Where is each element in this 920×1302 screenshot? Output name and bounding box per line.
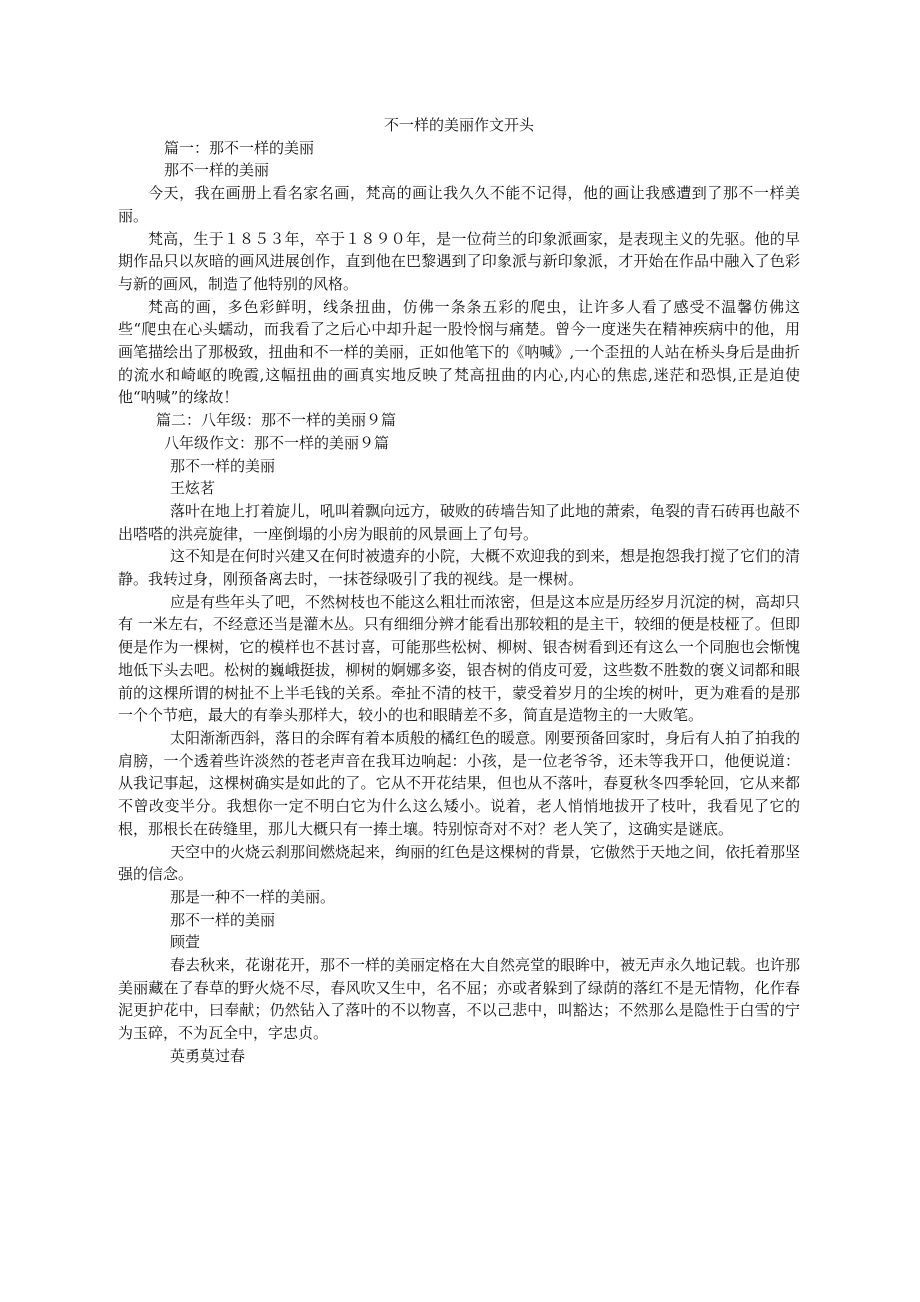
essay2-title: 那不一样的美丽 — [170, 910, 276, 929]
section1-paragraph-1: 今天，我在画册上看名家名画，梵高的画让我久久不能不记得，他的画让我感遭到了那不一样美丽。 — [118, 184, 800, 225]
essay1-paragraph-6: 那是一种不一样的美丽。 — [170, 887, 336, 906]
document-title: 不一样的美丽作文开头 — [383, 116, 534, 134]
essay1-paragraph-3: 应是有些年头了吧，不然树枝也不能这么粗壮而浓密，但是这本应是历经岁月沉淀的树，高却只有 一米左右，不经意还当是灌木丛。只有细细分辨才能看出那较粗的是主干，较细的便是枝桠了。但即便是作为一棵树，它的模样也不甚讨喜，可能那些松树、柳树、银杏树看到还有这么一个同胞也会惭愧地低下头去吧。松树的巍峨挺拔，柳树的婀娜多姿，银杏树的俏皮可爱，这些数不胜数的褒义词都和眼前的这棵所谓的树扯不上半毛钱的关系。牵扯不清的枝干，蒙受着岁月的尘埃的树叶，更为难看的是那一个个节疤，最大的有拳头那样大，较小的也和眼睛差不多，简直是造物主的一大败笔。 — [118, 592, 801, 725]
section1-paragraph-3: 梵高的画，多色彩鲜明，线条扭曲，仿佛一条条五彩的爬虫，让许多人看了感受不温馨仿佛这些“爬虫在心头蠕动，而我看了之后心中却升起一股怜悯与痛楚。曾今一度迷失在精神疾病中的他，用画笔描绘出了那极致，扭曲和不一样的美丽，正如他笔下的《呐喊》,一个歪扭的人站在桥头身后是曲折的流水和崎岖的晚霞,这幅扭曲的画真实地反映了梵高扭曲的内心,内心的焦虑,迷茫和恐惧,正是迫使他“呐喊”的缘故！ — [118, 297, 800, 407]
document-page — [118, 114, 800, 1068]
essay1-paragraph-2: 这不知是在何时兴建又在何时被遗弃的小院，大概不欢迎我的到来，想是抱怨我打搅了它们的清静。我转过身，刚预备离去时，一抹苍绿吸引了我的视线。是一棵树。 — [118, 547, 801, 589]
section1-subtitle: 那不一样的美丽 — [164, 161, 270, 180]
essay1-paragraph-1: 落叶在地上打着旋儿，吼叫着飘向远方，破败的砖墙告知了此地的萧索，龟裂的青石砖再也敲不出嗒嗒的洪亮旋律，一座倒塌的小房为眼前的风景画上了句号。 — [118, 501, 801, 543]
section1-paragraph-2: 梵高，生于１８５３年，卒于１８９０年，是一位荷兰的印象派画家，是表现主义的先驱。他的早期作品只以灰暗的画风进展创作，直到他在巴黎遇到了印象派与新印象派，才开始在作品中融入了色彩与新的画风，制造了他特别的风格。 — [118, 229, 800, 293]
section2-subheading: 八年级作文：那不一样的美丽９篇 — [164, 433, 390, 452]
essay2-paragraph-1: 春去秋来，花谢花开，那不一样的美丽定格在大自然亮堂的眼眸中，被无声永久地记载。也许那美丽藏在了春草的野火烧不尽，春风吹又生中，名不屈；亦或者躲到了绿荫的落红不是无情物，化作春泥更护花中，曰奉献；仍然钻入了落叶的不以物喜，不以己悲中，叫豁达；不然那么是隐性于白雪的宁为玉碎，不为瓦全中，字忠贞。 — [118, 956, 801, 1043]
essay1-title: 那不一样的美丽 — [170, 456, 276, 475]
section1-heading: 篇一：那不一样的美丽 — [164, 138, 315, 157]
essay1-paragraph-4: 太阳渐渐西斜，落日的余晖有着本质般的橘红色的暖意。刚要预备回家时，身后有人拍了拍我的肩膀，一个透着些许淡然的苍老声音在我耳边响起：小孩，是一位老爷爷，还未等我开口，他便说道：从我记事起，这棵树确实是如此的了。它从不开花结果，但也从不落叶，春夏秋冬四季轮回，它从来都不曾改变半分。我想你一定不明白它为什么这么矮小。说着，老人悄悄地拔开了枝叶，我看见了它的根，那根长在砖缝里，那儿大概只有一捧土壤。特别惊奇对不对？老人笑了，这确实是谜底。 — [118, 728, 801, 838]
essay2-author: 顾萱 — [170, 933, 201, 952]
essay1-paragraph-5: 天空中的火烧云刹那间燃烧起来，绚丽的红色是这棵树的背景，它傲然于天地之间，依托着那坚强的信念。 — [118, 842, 801, 884]
section2-heading: 篇二：八年级：那不一样的美丽９篇 — [156, 411, 397, 430]
essay1-author: 王炫茗 — [170, 479, 216, 498]
essay2-heading: 英勇莫过春 — [170, 1046, 246, 1065]
